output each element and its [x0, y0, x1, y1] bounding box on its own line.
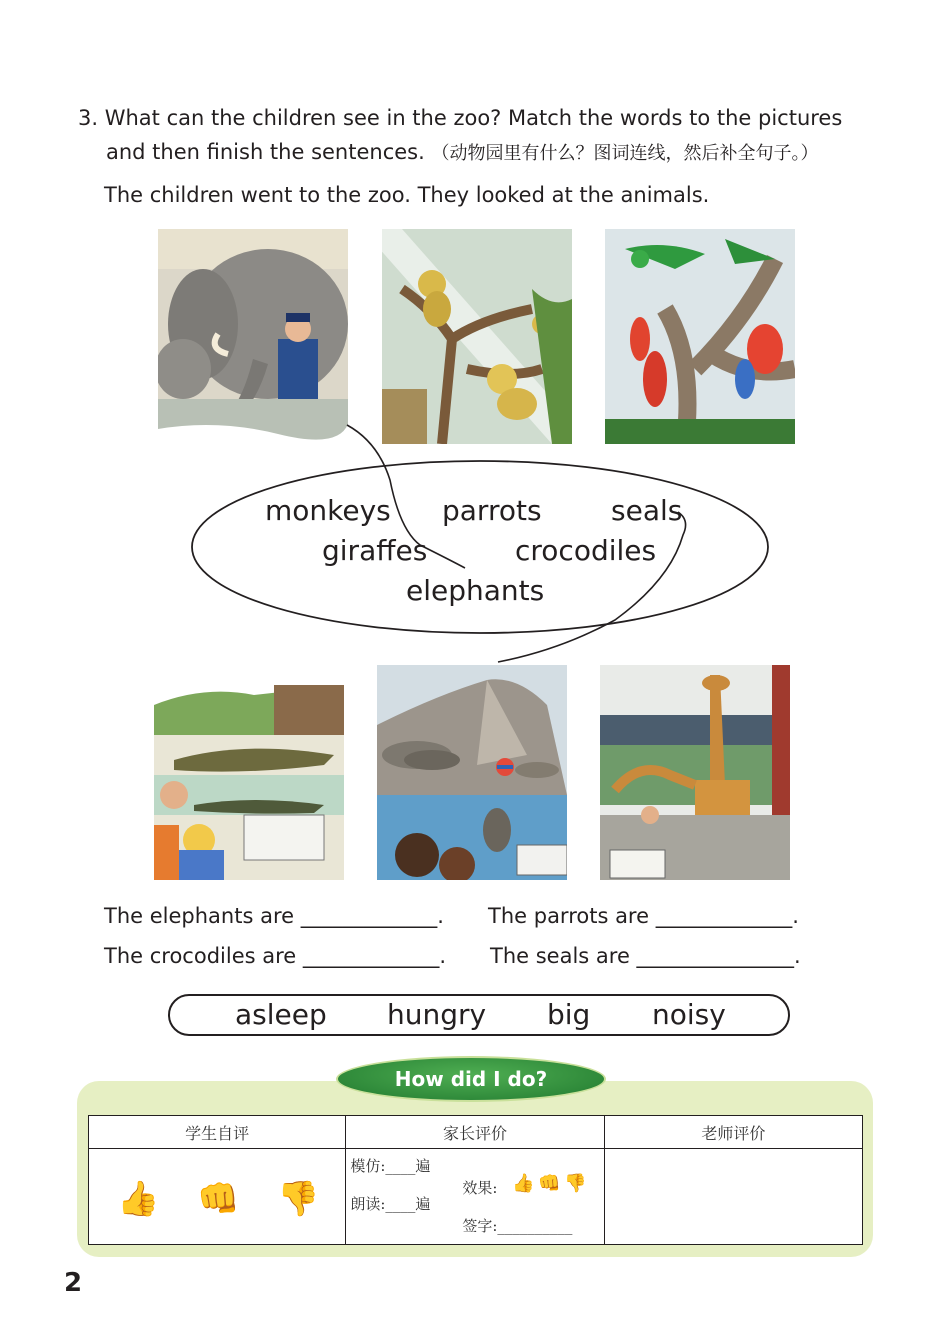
page-number: 2 [64, 1268, 83, 1298]
read-aloud-count[interactable]: 朗读:____遍 [350, 1195, 431, 1213]
header-student: 学生自评 [89, 1116, 346, 1149]
header-teacher: 老师评价 [604, 1116, 862, 1149]
signature-field[interactable]: 签字:__________ [462, 1217, 573, 1235]
word-parrots[interactable]: parrots [442, 494, 542, 527]
thumbs-sideways-icon[interactable]: 👊 [197, 1179, 240, 1219]
sentence-seals[interactable]: The seals are _______________. [490, 944, 801, 968]
effect-label: 效果: [462, 1179, 498, 1197]
crocodiles-picture [154, 665, 344, 880]
adjective-hungry: hungry [387, 998, 487, 1031]
sentence-elephants[interactable]: The elephants are _____________. [104, 904, 444, 928]
word-giraffes[interactable]: giraffes [322, 534, 428, 567]
giraffes-picture [600, 665, 790, 880]
sentence-crocodiles[interactable]: The crocodiles are _____________. [104, 944, 447, 968]
word-monkeys[interactable]: monkeys [265, 494, 391, 527]
adjective-noisy: noisy [652, 998, 726, 1031]
adjective-big: big [547, 998, 591, 1031]
seals-picture [377, 665, 567, 880]
effect-thumbs-up-icon[interactable]: 👍 [512, 1173, 535, 1194]
word-seals[interactable]: seals [611, 494, 683, 527]
intro-sentence: The children went to the zoo. They looked at the animals. [104, 183, 710, 207]
imitate-count[interactable]: 模仿:____遍 [350, 1157, 431, 1175]
effect-thumbs-down-icon[interactable]: 👎 [564, 1173, 587, 1194]
word-elephants[interactable]: elephants [406, 574, 545, 607]
question-line-2-en: and then finish the sentences. [106, 140, 425, 164]
question-line-2-zh: （动物园里有什么？图词连线，然后补全句子。） [431, 143, 819, 164]
adjective-asleep: asleep [235, 998, 327, 1031]
thumbs-down-icon[interactable]: 👎 [277, 1179, 320, 1219]
thumbs-up-icon[interactable]: 👍 [117, 1179, 160, 1219]
assessment-table [88, 1115, 863, 1245]
sentence-parrots[interactable]: The parrots are _____________. [488, 904, 799, 928]
question-line-1: 3. What can the children see in the zoo? Match the words to the pictures [78, 106, 843, 130]
parent-rating-cell [346, 1149, 604, 1245]
how-did-i-do-badge: How did I do? [336, 1056, 606, 1102]
student-rating-cell [89, 1149, 346, 1245]
effect-fist-icon[interactable]: 👊 [538, 1173, 561, 1194]
header-parent: 家长评价 [346, 1116, 604, 1149]
word-bubble-outline [192, 461, 768, 633]
teacher-rating-cell[interactable] [604, 1149, 862, 1245]
word-crocodiles[interactable]: crocodiles [515, 534, 657, 567]
